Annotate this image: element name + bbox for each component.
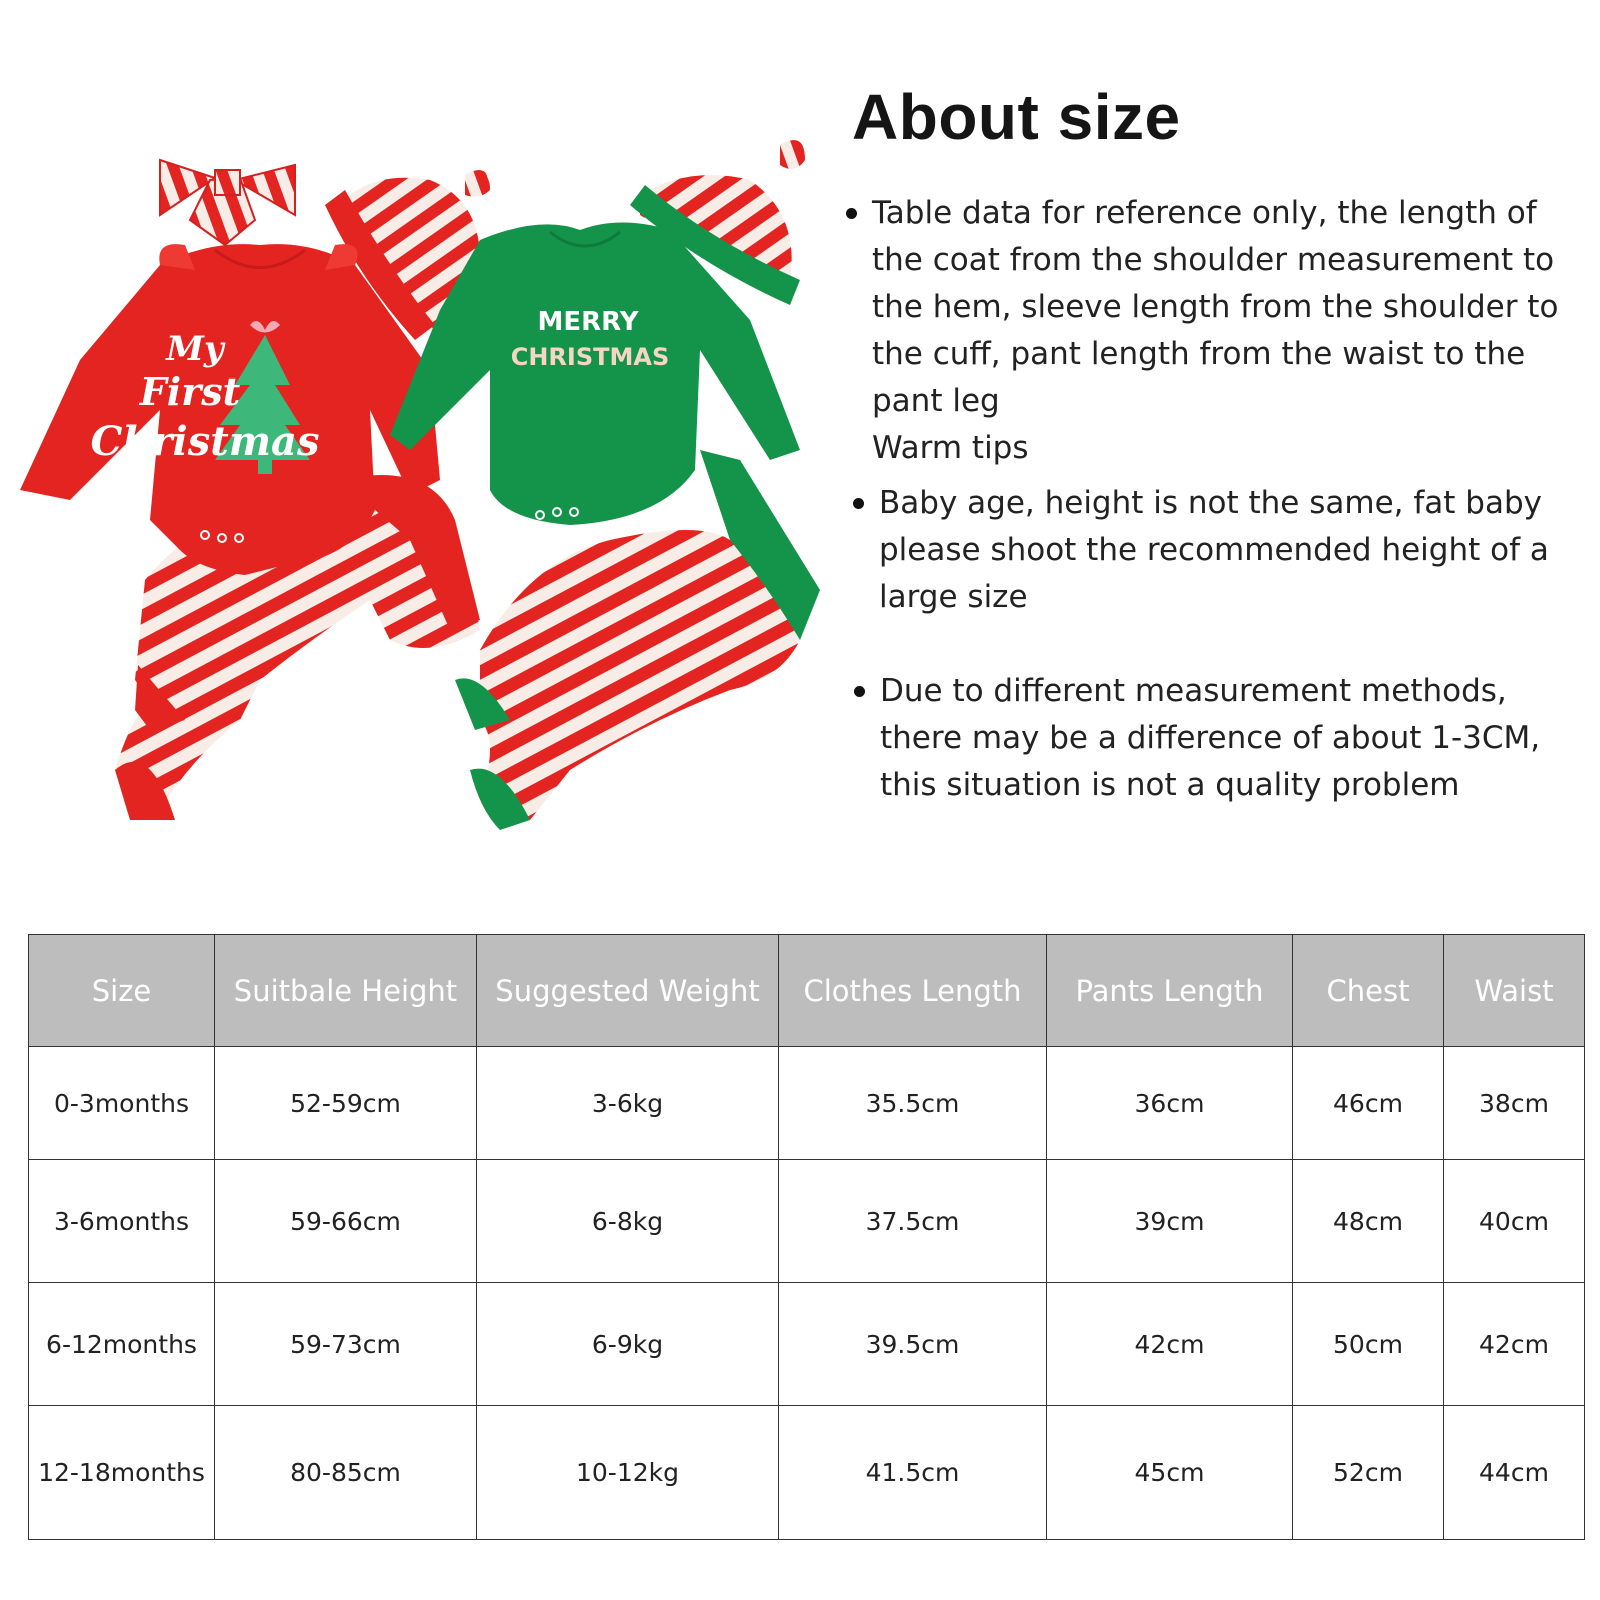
table-row	[29, 1047, 1585, 1160]
note-extra: Warm tips	[872, 430, 1029, 466]
table-cell: 6-12months	[29, 1283, 215, 1406]
table-cell: 52-59cm	[215, 1047, 477, 1160]
table-cell: 52cm	[1293, 1406, 1444, 1540]
header-pants-length: Pants Length	[1047, 935, 1293, 1047]
green-print-line-1: MERRY	[537, 307, 639, 337]
table-cell: 38cm	[1444, 1047, 1585, 1160]
header-weight: Suggested Weight	[477, 935, 779, 1047]
table-cell: 36cm	[1047, 1047, 1293, 1160]
table-cell: 6-8kg	[477, 1160, 779, 1283]
note-item	[879, 480, 1589, 621]
table-cell: 44cm	[1444, 1406, 1585, 1540]
table-header-row	[29, 935, 1585, 1047]
table-row	[29, 1406, 1585, 1540]
note-text: Baby age, height is not the same, fat baby please shoot the recommended height of a large size	[879, 485, 1549, 615]
table-cell: 40cm	[1444, 1160, 1585, 1283]
table-cell: 35.5cm	[779, 1047, 1047, 1160]
table-cell: 45cm	[1047, 1406, 1293, 1540]
table-cell: 46cm	[1293, 1047, 1444, 1160]
size-chart-table	[28, 934, 1585, 1540]
table-cell: 50cm	[1293, 1283, 1444, 1406]
header-chest: Chest	[1293, 935, 1444, 1047]
header-clothes-length: Clothes Length	[779, 935, 1047, 1047]
table-cell: 42cm	[1444, 1283, 1585, 1406]
green-print-line-2: CHRISTMAS	[510, 343, 670, 371]
red-print-line-2: First	[139, 369, 241, 414]
table-cell: 37.5cm	[779, 1160, 1047, 1283]
table-cell: 59-73cm	[215, 1283, 477, 1406]
bullet-icon	[846, 208, 857, 219]
table-cell: 12-18months	[29, 1406, 215, 1540]
table-cell: 59-66cm	[215, 1160, 477, 1283]
red-print-line-1: My	[166, 329, 224, 369]
table-cell: 6-9kg	[477, 1283, 779, 1406]
table-cell: 0-3months	[29, 1047, 215, 1160]
red-headband-bow	[160, 160, 295, 245]
table-row	[29, 1283, 1585, 1406]
bullet-icon	[853, 498, 864, 509]
note-item	[880, 668, 1595, 809]
table-cell: 10-12kg	[477, 1406, 779, 1540]
table-cell: 39.5cm	[779, 1283, 1047, 1406]
table-row	[29, 1160, 1585, 1283]
table-cell: 3-6kg	[477, 1047, 779, 1160]
red-print-line-3: Christmas	[90, 418, 320, 465]
product-illustration	[10, 120, 840, 850]
header-height: Suitbale Height	[215, 935, 477, 1047]
note-item	[872, 190, 1592, 472]
page-title: About size	[852, 81, 1181, 153]
table-cell: 39cm	[1047, 1160, 1293, 1283]
note-text: Table data for reference only, the length of the coat from the shoulder measurement to the hem, sleeve length from the shoulder to the cuff, pant length from the waist to the pant leg	[872, 195, 1559, 419]
table-cell: 41.5cm	[779, 1406, 1047, 1540]
header-waist: Waist	[1444, 935, 1585, 1047]
table-cell: 42cm	[1047, 1283, 1293, 1406]
table-cell: 80-85cm	[215, 1406, 477, 1540]
note-text: Due to different measurement methods, there may be a difference of about 1-3CM, this situation is not a quality problem	[880, 673, 1541, 803]
table-cell: 48cm	[1293, 1160, 1444, 1283]
header-size: Size	[29, 935, 215, 1047]
table-cell: 3-6months	[29, 1160, 215, 1283]
bullet-icon	[854, 686, 865, 697]
